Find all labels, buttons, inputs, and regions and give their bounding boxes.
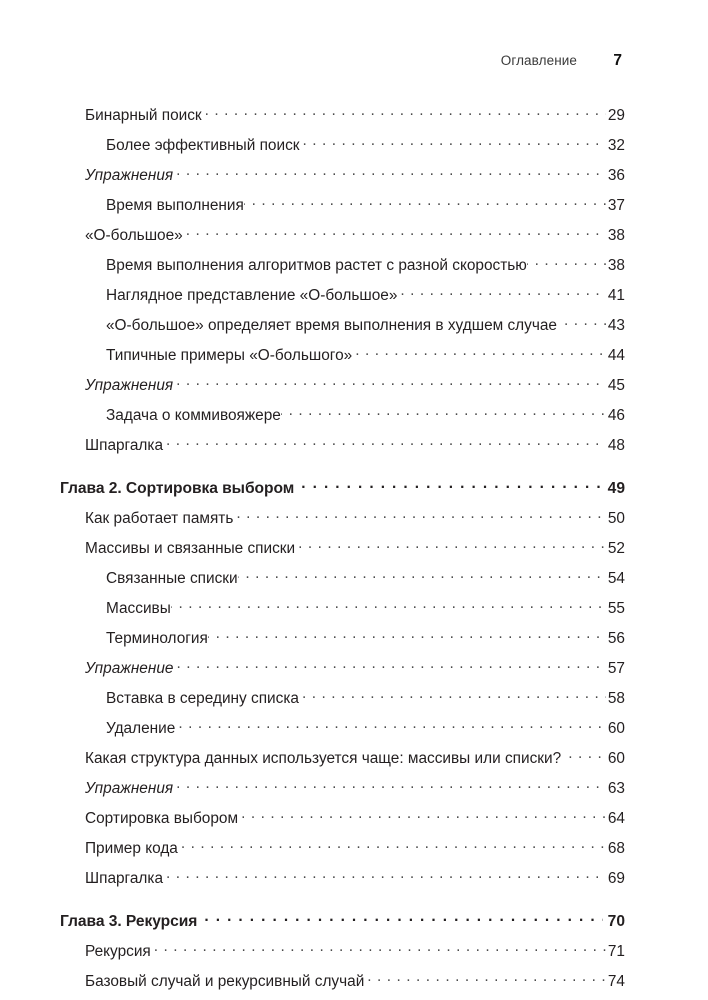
toc-entry-page-number: 70 — [607, 913, 625, 930]
toc-entry-page-number: 50 — [607, 510, 625, 527]
toc-entry-page-number: 58 — [607, 690, 625, 707]
dot-leader — [178, 717, 606, 733]
toc-chapter-entry[interactable] — [60, 477, 625, 507]
toc-entry-page-number: 38 — [607, 257, 625, 274]
toc-entry[interactable] — [60, 224, 625, 254]
toc-entry-page-number: 52 — [607, 540, 625, 557]
toc-entry[interactable] — [60, 404, 625, 434]
toc-entry-title: Сортировка выбором — [85, 810, 239, 827]
toc-entry-title: Время выполнения алгоритмов растет с разной скоростью — [106, 257, 527, 274]
page-number: 7 — [613, 52, 622, 69]
toc-entry-title: Упражнения — [85, 167, 174, 184]
dot-leader — [166, 434, 606, 450]
toc-entry-page-number: 48 — [607, 437, 625, 454]
toc-entry-page-number: 38 — [607, 227, 625, 244]
toc-list — [60, 104, 625, 1000]
dot-leader — [205, 104, 606, 120]
toc-entry-page-number: 36 — [607, 167, 625, 184]
toc-entry-page-number: 45 — [607, 377, 625, 394]
dot-leader — [236, 507, 606, 523]
toc-entry-page-number: 37 — [607, 197, 625, 214]
dot-leader — [244, 194, 606, 210]
dot-leader — [301, 477, 603, 493]
toc-entry-title: Как работает память — [85, 510, 234, 527]
toc-chapter-entry[interactable] — [60, 910, 625, 940]
toc-entry[interactable] — [60, 194, 625, 224]
toc-entry-page-number: 49 — [607, 480, 625, 497]
toc-entry[interactable] — [60, 344, 625, 374]
toc-entry-title: Массивы — [106, 600, 171, 617]
dot-leader — [154, 940, 606, 956]
toc-entry-title: Удаление — [106, 720, 176, 737]
toc-entry[interactable] — [60, 104, 625, 134]
toc-entry[interactable] — [60, 374, 625, 404]
running-header — [86, 52, 622, 70]
dot-leader — [186, 224, 606, 240]
dot-leader — [176, 374, 606, 390]
toc-entry-title: Базовый случай и рекурсивный случай — [85, 973, 365, 990]
toc-entry[interactable] — [60, 970, 625, 1000]
dot-leader — [355, 344, 606, 360]
toc-entry-title: Упражнения — [85, 377, 174, 394]
toc-entry[interactable] — [60, 567, 625, 597]
toc-entry-title: Пример кода — [85, 840, 178, 857]
dot-leader — [166, 867, 606, 883]
toc-entry-title: Бинарный поиск — [85, 107, 202, 124]
dot-leader — [176, 164, 606, 180]
toc-entry[interactable] — [60, 284, 625, 314]
toc-entry-page-number: 46 — [607, 407, 625, 424]
toc-entry-title: Глава 2. Сортировка выбором — [60, 480, 295, 497]
dot-leader — [238, 567, 606, 583]
toc-entry-title: Массивы и связанные списки — [85, 540, 296, 557]
toc-entry-page-number: 57 — [607, 660, 625, 677]
toc-entry-title: Рекурсия — [85, 943, 151, 960]
toc-entry-page-number: 32 — [607, 137, 625, 154]
toc-entry-title: Упражнение — [85, 660, 174, 677]
toc-entry-title: Задача о коммивояжере — [106, 407, 281, 424]
dot-leader — [400, 284, 606, 300]
dot-leader — [241, 807, 606, 823]
toc-entry-page-number: 60 — [607, 720, 625, 737]
toc-entry-title: Типичные примеры «О-большого» — [106, 347, 353, 364]
toc-entry-page-number: 60 — [607, 750, 625, 767]
toc-entry-page-number: 63 — [607, 780, 625, 797]
toc-entry-title: «О-большое» — [85, 227, 183, 244]
toc-entry-page-number: 56 — [607, 630, 625, 647]
dot-leader — [568, 747, 606, 763]
toc-entry-title: Глава 3. Рекурсия — [60, 913, 198, 930]
dot-leader — [564, 314, 606, 330]
toc-entry-title: Более эффективный поиск — [106, 137, 300, 154]
dot-leader — [303, 134, 606, 150]
toc-entry-page-number: 43 — [607, 317, 625, 334]
dot-leader — [204, 910, 603, 926]
toc-entry-title: Терминология — [106, 630, 208, 647]
toc-entry[interactable] — [60, 747, 625, 777]
toc-entry[interactable] — [60, 807, 625, 837]
dot-leader — [298, 537, 606, 553]
toc-entry[interactable] — [60, 537, 625, 567]
toc-entry-title: Шпаргалка — [85, 437, 164, 454]
dot-leader — [171, 597, 606, 613]
toc-entry-page-number: 54 — [607, 570, 625, 587]
dot-leader — [176, 657, 606, 673]
toc-entry-title: Время выполнения — [106, 197, 244, 214]
toc-entry[interactable] — [60, 434, 625, 464]
toc-entry-page-number: 74 — [607, 973, 625, 990]
toc-entry[interactable] — [60, 837, 625, 867]
toc-entry-title: Шпаргалка — [85, 870, 164, 887]
toc-entry-page-number: 44 — [607, 347, 625, 364]
toc-entry[interactable] — [60, 657, 625, 687]
toc-entry[interactable] — [60, 777, 625, 807]
toc-entry-page-number: 64 — [607, 810, 625, 827]
toc-entry-page-number: 68 — [607, 840, 625, 857]
running-header-title: Оглавление — [500, 53, 577, 68]
dot-leader — [181, 837, 606, 853]
toc-entry-page-number: 71 — [607, 943, 625, 960]
toc-entry[interactable] — [60, 687, 625, 717]
toc-entry[interactable] — [60, 254, 625, 284]
toc-entry[interactable] — [60, 867, 625, 897]
toc-entry-title: «О-большое» определяет время выполнения в худшем случае — [106, 317, 557, 334]
toc-entry[interactable] — [60, 940, 625, 970]
toc-entry[interactable] — [60, 597, 625, 627]
toc-entry-title: Упражнения — [85, 780, 174, 797]
toc-entry-page-number: 29 — [607, 107, 625, 124]
toc-entry-page-number: 69 — [607, 870, 625, 887]
dot-leader — [367, 970, 606, 986]
toc-entry[interactable] — [60, 314, 625, 344]
dot-leader — [176, 777, 606, 793]
toc-entry-page-number: 41 — [607, 287, 625, 304]
toc-entry[interactable] — [60, 507, 625, 537]
toc-entry-title: Наглядное представление «О-большое» — [106, 287, 398, 304]
dot-leader — [208, 627, 606, 643]
toc-entry[interactable] — [60, 164, 625, 194]
dot-leader — [302, 687, 606, 703]
toc-entry[interactable] — [60, 134, 625, 164]
toc-entry-title: Вставка в середину списка — [106, 690, 299, 707]
toc-entry[interactable] — [60, 717, 625, 747]
toc-entry-page-number: 55 — [607, 600, 625, 617]
toc-entry-title: Какая структура данных используется чаще: массивы или списки? — [85, 750, 562, 767]
toc-entry[interactable] — [60, 627, 625, 657]
toc-entry-title: Связанные списки — [106, 570, 238, 587]
dot-leader — [281, 404, 606, 420]
dot-leader — [527, 254, 606, 270]
